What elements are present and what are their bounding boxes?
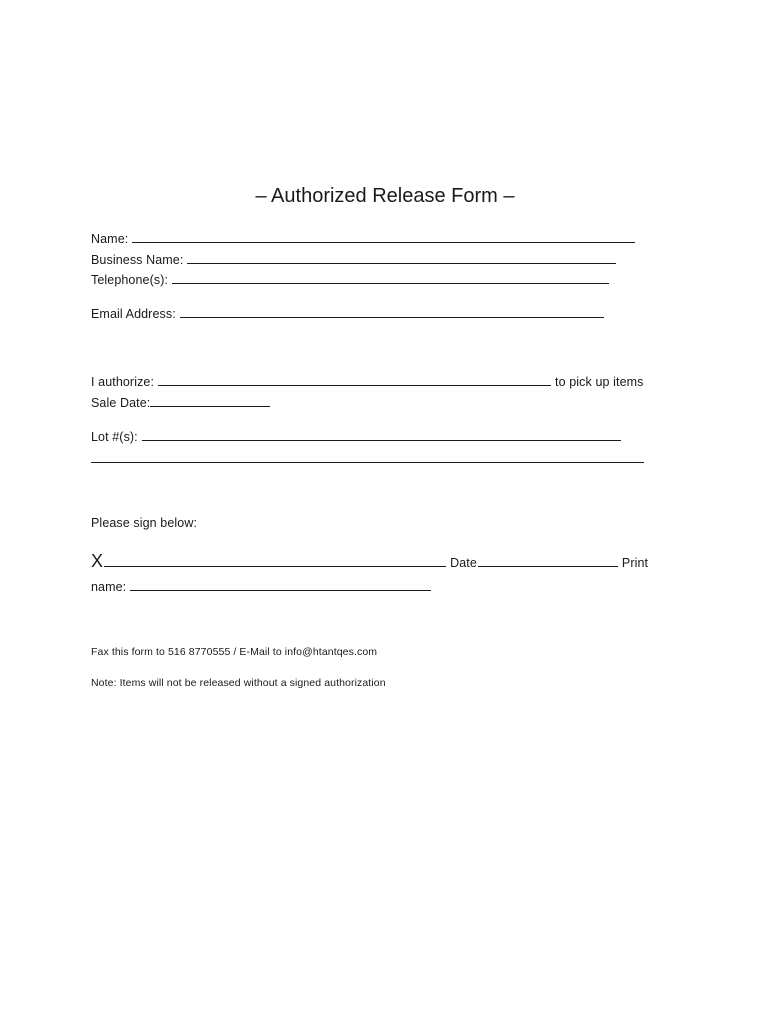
release-note: Note: Items will not be released without a signed authorization [91,677,386,689]
telephone-label: Telephone(s): [91,273,169,287]
authorize-field[interactable] [158,374,551,386]
sale-date-row [91,395,274,410]
sign-prompt: Please sign below: [91,516,198,530]
business-name-field[interactable] [187,252,616,264]
date-label: Date [450,556,477,570]
lot-row [91,429,625,444]
telephone-field[interactable] [172,272,609,284]
email-field[interactable] [180,306,604,318]
name-row [91,231,639,246]
name-label: Name: [91,232,129,246]
lot-label: Lot #(s): [91,430,138,444]
print-name-field[interactable] [130,579,431,591]
signature-x-mark: X [91,551,104,571]
lot-field[interactable] [142,429,621,441]
email-label: Email Address: [91,307,176,321]
name-field[interactable] [132,231,635,243]
email-row [91,306,608,321]
signature-row [91,551,648,572]
business-name-row [91,252,620,267]
authorize-suffix: to pick up items [555,375,644,389]
authorize-row [91,374,644,389]
authorize-label: I authorize: [91,375,155,389]
lot-continuation-row [91,451,648,466]
sale-date-field[interactable] [150,395,270,407]
lot-continuation-field[interactable] [91,451,644,463]
print-label: Print [621,556,649,570]
sale-date-label: Sale Date: [91,396,151,410]
signature-field[interactable] [104,555,446,567]
telephone-row [91,272,613,287]
business-name-label: Business Name: [91,253,184,267]
signature-date-field[interactable] [478,555,618,567]
form-title: – Authorized Release Form – [255,185,515,207]
print-name-label: name: [91,580,127,594]
print-name-row [91,579,435,594]
fax-instruction: Fax this form to 516 8770555 / E-Mail to info@htantqes.com [91,646,378,658]
